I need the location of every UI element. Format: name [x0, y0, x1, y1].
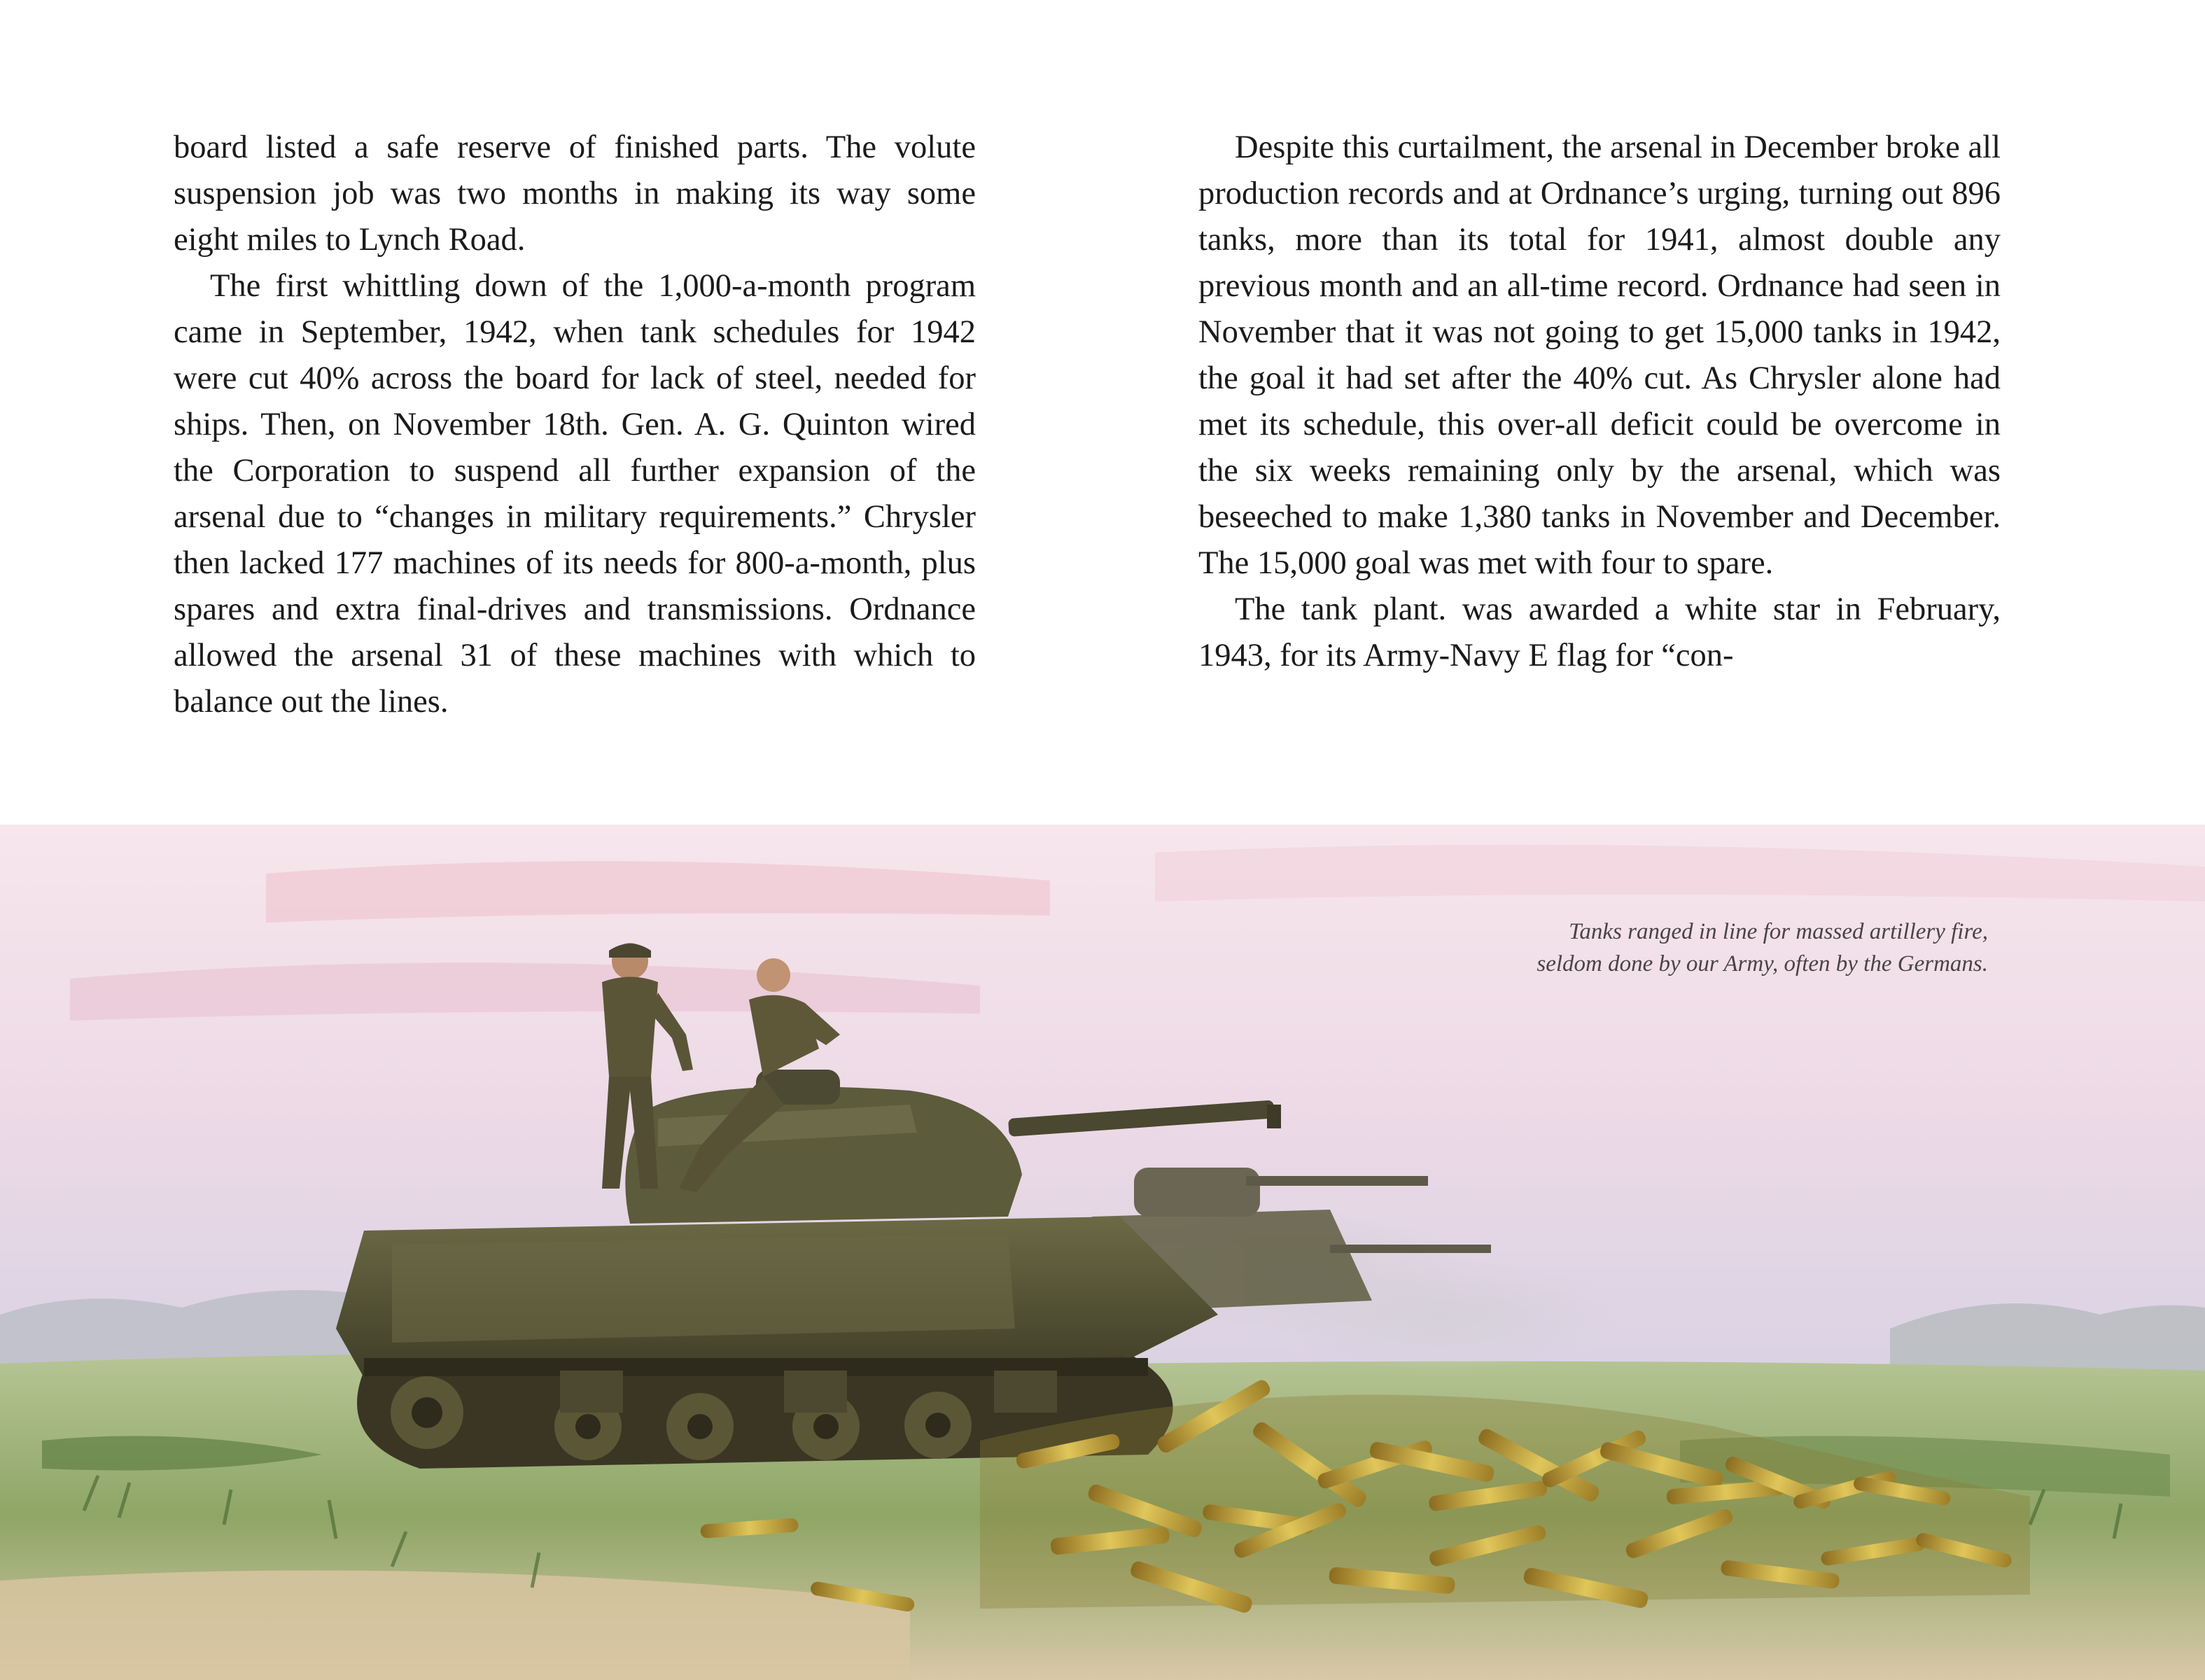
left-paragraph-2: The first whittling down of the 1,000-a-month program came in September, 1942, when tank schedules for 1942 were cut 40% across the board for lack of steel, needed for ships. Then, on November 18th. Gen. A. G. Quinton wired the Corporation to suspend all further expansion of the arsenal due to “changes in military requirements.” Chrysler then lacked 177 machines of its needs for 800-a-month, plus spares and extra final-drives and transmissions. Ordnance allowed the arsenal 31 of these machines with which to balance out the lines.	[174, 268, 976, 720]
right-paragraph-2: The tank plant. was awarded a white star in February, 1943, for its Army-Navy E flag for “con-	[1198, 592, 2001, 673]
illustration-caption	[1260, 916, 1988, 980]
left-text-column	[174, 125, 976, 725]
caption-line-2: seldom done by our Army, often by the Germans.	[1536, 951, 1988, 976]
right-paragraph-1: Despite this curtailment, the arsenal in December broke all production records and at Ordnance’s urging, turning out 896 tanks, more than its total for 1941, almost double any previous month and an all-time record. Ordnance had seen in November that it was not going to get 15,000 tanks in 1942, the goal it had set after the 40% cut. As Chrysler alone had met its schedule, this over-all deficit could be overcome in the six weeks remaining only by the arsenal, which was beseeched to make 1,380 tanks in November and December. The 15,000 goal was met with four to spare.	[1198, 130, 2001, 581]
left-paragraph-1: board listed a safe reserve of finished parts. The volute suspension job was two months in making its way some eight miles to Lynch Road.	[174, 130, 976, 258]
caption-line-1: Tanks ranged in line for massed artillery fire,	[1569, 919, 1988, 944]
right-text-column	[1198, 125, 2001, 679]
